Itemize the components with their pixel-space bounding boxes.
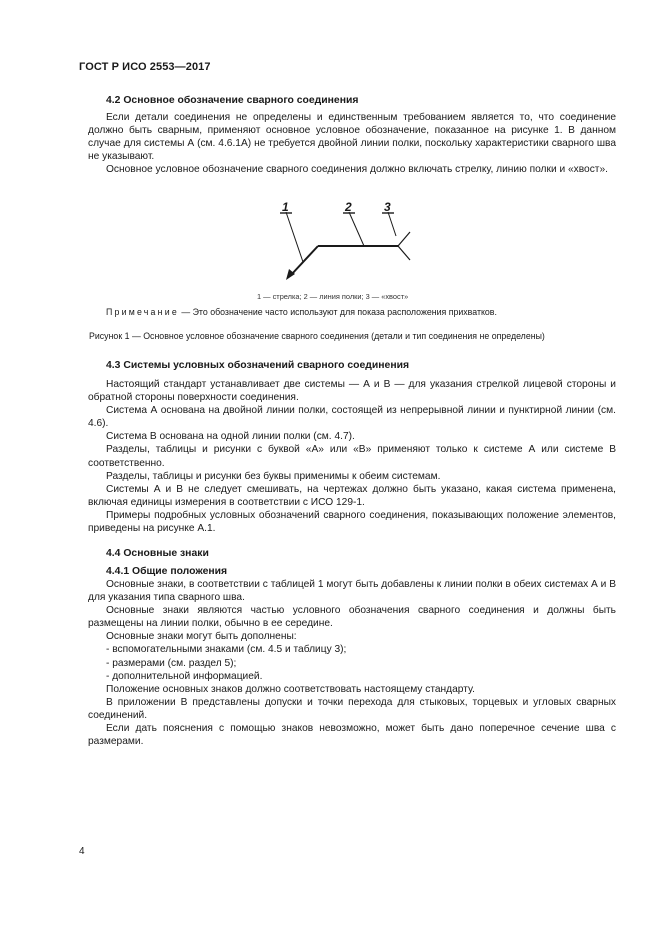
figure-label-2: 2 — [345, 200, 352, 214]
section-4-3-body — [88, 378, 616, 535]
figure-label-3: 3 — [384, 200, 391, 214]
section-4-4-1-heading: 4.4.1 Общие положения — [106, 566, 228, 577]
paragraph: Основные знаки являются частью условного обозначения сварного соединения и должны быть размещены на линии полки, обычно в ее середине. — [88, 605, 616, 630]
paragraph: Если дать пояснения с помощью знаков невозможно, может быть дано поперечное сечение шва с размерами. — [88, 723, 616, 748]
figure-label-1: 1 — [282, 200, 289, 214]
section-4-4-heading: 4.4 Основные знаки — [106, 548, 209, 559]
arrow-head-icon — [286, 269, 295, 280]
arrow-line — [291, 246, 318, 275]
list-item: - размерами (см. раздел 5); — [106, 657, 237, 669]
paragraph: Системы А и В не следует смешивать, на чертежах должно быть указано, какая система применена, включая единицы измерения в соответствии с ИСО 129-1. — [88, 483, 616, 508]
paragraph: Основные знаки могут быть дополнены: — [106, 631, 297, 643]
figure-1-caption: Рисунок 1 — Основное условное обозначение сварного соединения (детали и тип соединения не определены) — [89, 331, 545, 341]
note-label: Примечание — [106, 307, 179, 317]
paragraph: Разделы, таблицы и рисунки без буквы применимы к обеим системам. — [106, 470, 441, 482]
paragraph: Если детали соединения не определены и единственным требованием является то, что соединение должно быть сварным, применяют основное условное обозначение, показанное на рисунке 1. В данном случае для системы А (см. 4.6.1А) не требуется двойной линии полки, поскольку характеристики сварного шва не указывают. — [88, 112, 616, 163]
paragraph: Настоящий стандарт устанавливает две системы — А и В — для указания стрелкой лицевой стороны и обратной стороны поверхности соединения. — [88, 379, 616, 404]
section-4-4-1-body — [88, 578, 616, 748]
paragraph: В приложении В представлены допуски и точки перехода для стыковых, торцевых и угловых сварных соединений. — [88, 696, 616, 721]
note-text: — Это обозначение часто используют для показа расположения прихватков. — [178, 307, 497, 317]
section-4-2-heading: 4.2 Основное обозначение сварного соединения — [106, 95, 359, 106]
leader-line-2 — [349, 212, 364, 246]
list-item: - дополнительной информацией. — [106, 670, 263, 682]
page-number: 4 — [79, 846, 85, 857]
paragraph: Основное условное обозначение сварного соединения должно включать стрелку, линию полки и «хвост». — [106, 164, 608, 176]
tail-lower-line — [398, 246, 410, 260]
section-4-3-heading: 4.3 Системы условных обозначений сварного соединения — [106, 360, 410, 371]
section-4-2-body — [88, 111, 616, 176]
paragraph: Примеры подробных условных обозначений сварного соединения, показывающих положение элементов, приведены на рисунке А.1. — [88, 509, 616, 535]
document-header: ГОСТ Р ИСО 2553—2017 — [79, 61, 211, 73]
paragraph: Система А основана на двойной линии полки, состоящей из непрерывной линии и пунктирной линии (см. 4.6). — [88, 405, 616, 430]
paragraph: Система В основана на одной линии полки (см. 4.7). — [106, 431, 355, 443]
paragraph: Положение основных знаков должно соответствовать настоящему стандарту. — [106, 683, 475, 695]
figure-1-note — [106, 306, 497, 319]
paragraph: Разделы, таблицы и рисунки с буквой «А» или «В» применяют только к системе А или системе В соответственно. — [88, 444, 616, 469]
figure-1-legend: 1 — стрелка; 2 — линия полки; 3 — «хвост» — [257, 292, 409, 301]
paragraph: Основные знаки, в соответствии с таблицей 1 могут быть добавлены к линии полки в обеих системах А и В для указания типа сварного шва. — [88, 579, 616, 604]
leader-line-3 — [388, 212, 396, 236]
leader-line-1 — [286, 212, 303, 262]
tail-upper-line — [398, 232, 410, 246]
list-item: - вспомогательными знаками (см. 4.5 и таблицу 3); — [106, 644, 347, 656]
